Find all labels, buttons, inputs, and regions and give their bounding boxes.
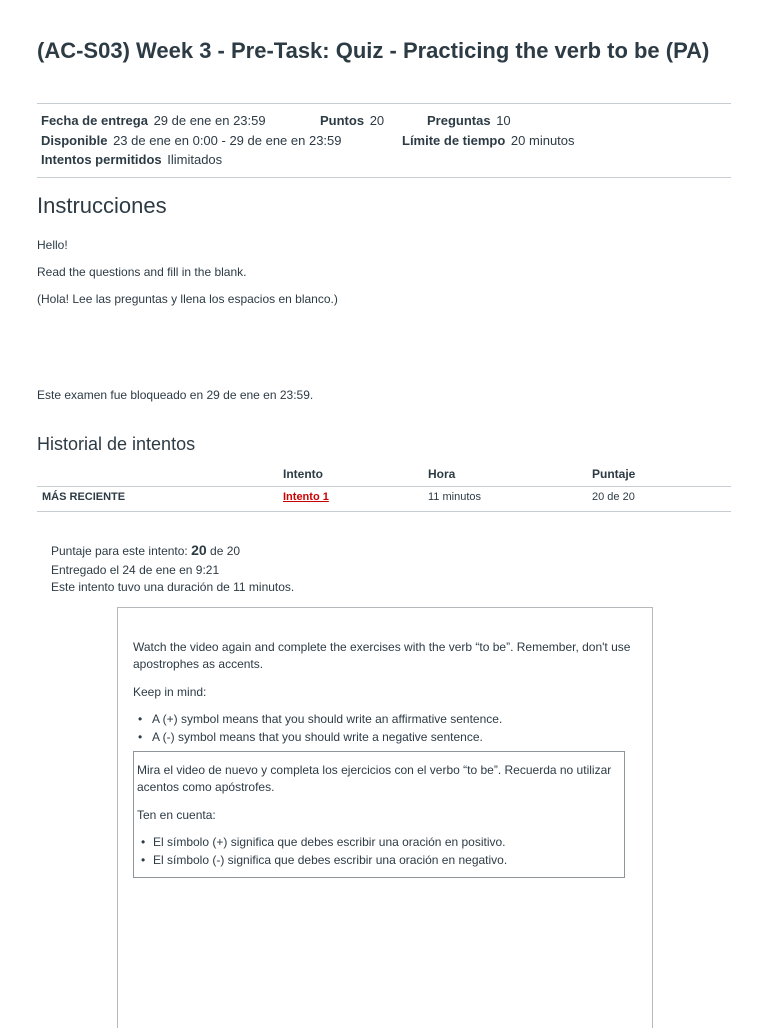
instructions-heading: Instrucciones: [37, 193, 167, 218]
due-label: Fecha de entrega: [41, 113, 148, 128]
instructions-line: Hello!: [37, 238, 68, 252]
question-intro-es: Mira el video de nuevo y completa los ejercicios con el verbo “to be”. Recuerda no utilizar acentos como apóstrofes.: [137, 763, 612, 794]
points-label: Puntos: [320, 113, 365, 128]
col-header-attempt: Intento: [283, 467, 323, 481]
questions-label: Preguntas: [427, 113, 491, 128]
time-limit-label: Límite de tiempo: [402, 133, 506, 148]
score-summary: [51, 541, 240, 560]
divider: [37, 177, 731, 178]
list-item: • A (-) symbol means that you should write a negative sentence.: [138, 728, 502, 746]
attempt-link[interactable]: Intento 1: [283, 491, 329, 503]
available-label: Disponible: [41, 133, 108, 148]
spanish-box: [133, 751, 625, 878]
attempts-value: Ilimitados: [167, 152, 223, 167]
rules-list-es: [141, 833, 507, 869]
attempt-time: 11 minutos: [428, 491, 481, 503]
table-divider: [37, 486, 731, 487]
history-heading: Historial de intentos: [37, 434, 196, 454]
rules-list-en: [138, 710, 502, 746]
table-divider: [37, 511, 731, 512]
page-title: (AC-S03) Week 3 - Pre-Task: Quiz - Practicing the verb to be (PA): [37, 38, 710, 63]
score-suffix: de 20: [210, 544, 241, 558]
duration-text: Este intento tuvo una duración de 11 minutos.: [51, 580, 295, 594]
instructions-line: (Hola! Lee las preguntas y llena los espacios en blanco.): [37, 292, 338, 306]
list-item: • A (+) symbol means that you should write an affirmative sentence.: [138, 710, 502, 728]
time-limit-value: 20 minutos: [510, 133, 575, 148]
attempt-score: 20 de 20: [592, 491, 635, 503]
question-box: [117, 607, 653, 1028]
due-value: 29 de ene en 23:59: [153, 113, 266, 128]
col-header-time: Hora: [428, 467, 456, 481]
available-value: 23 de ene en 0:00 - 29 de ene en 23:59: [113, 133, 342, 148]
keep-in-mind: Keep in mind:: [133, 685, 207, 699]
ten-en-cuenta: Ten en cuenta:: [137, 808, 216, 822]
row-label: MÁS RECIENTE: [42, 491, 126, 503]
col-header-score: Puntaje: [592, 467, 636, 481]
score-value: 20: [191, 542, 207, 558]
list-item: • El símbolo (-) significa que debes escribir una oración en negativo.: [141, 851, 507, 869]
locked-notice: Este examen fue bloqueado en 29 de ene en 23:59.: [37, 388, 314, 402]
submitted-text: Entregado el 24 de ene en 9:21: [51, 563, 220, 577]
attempts-label: Intentos permitidos: [41, 152, 162, 167]
score-prefix: Puntaje para este intento:: [51, 544, 188, 558]
divider: [37, 103, 731, 104]
instructions-line: Read the questions and fill in the blank.: [37, 265, 247, 279]
question-intro-en: Watch the video again and complete the exercises with the verb “to be”. Remember, don't use apostrophes as accents.: [133, 640, 631, 671]
questions-value: 10: [496, 113, 511, 128]
points-value: 20: [369, 113, 385, 128]
list-item: • El símbolo (+) significa que debes escribir una oración en positivo.: [141, 833, 507, 851]
